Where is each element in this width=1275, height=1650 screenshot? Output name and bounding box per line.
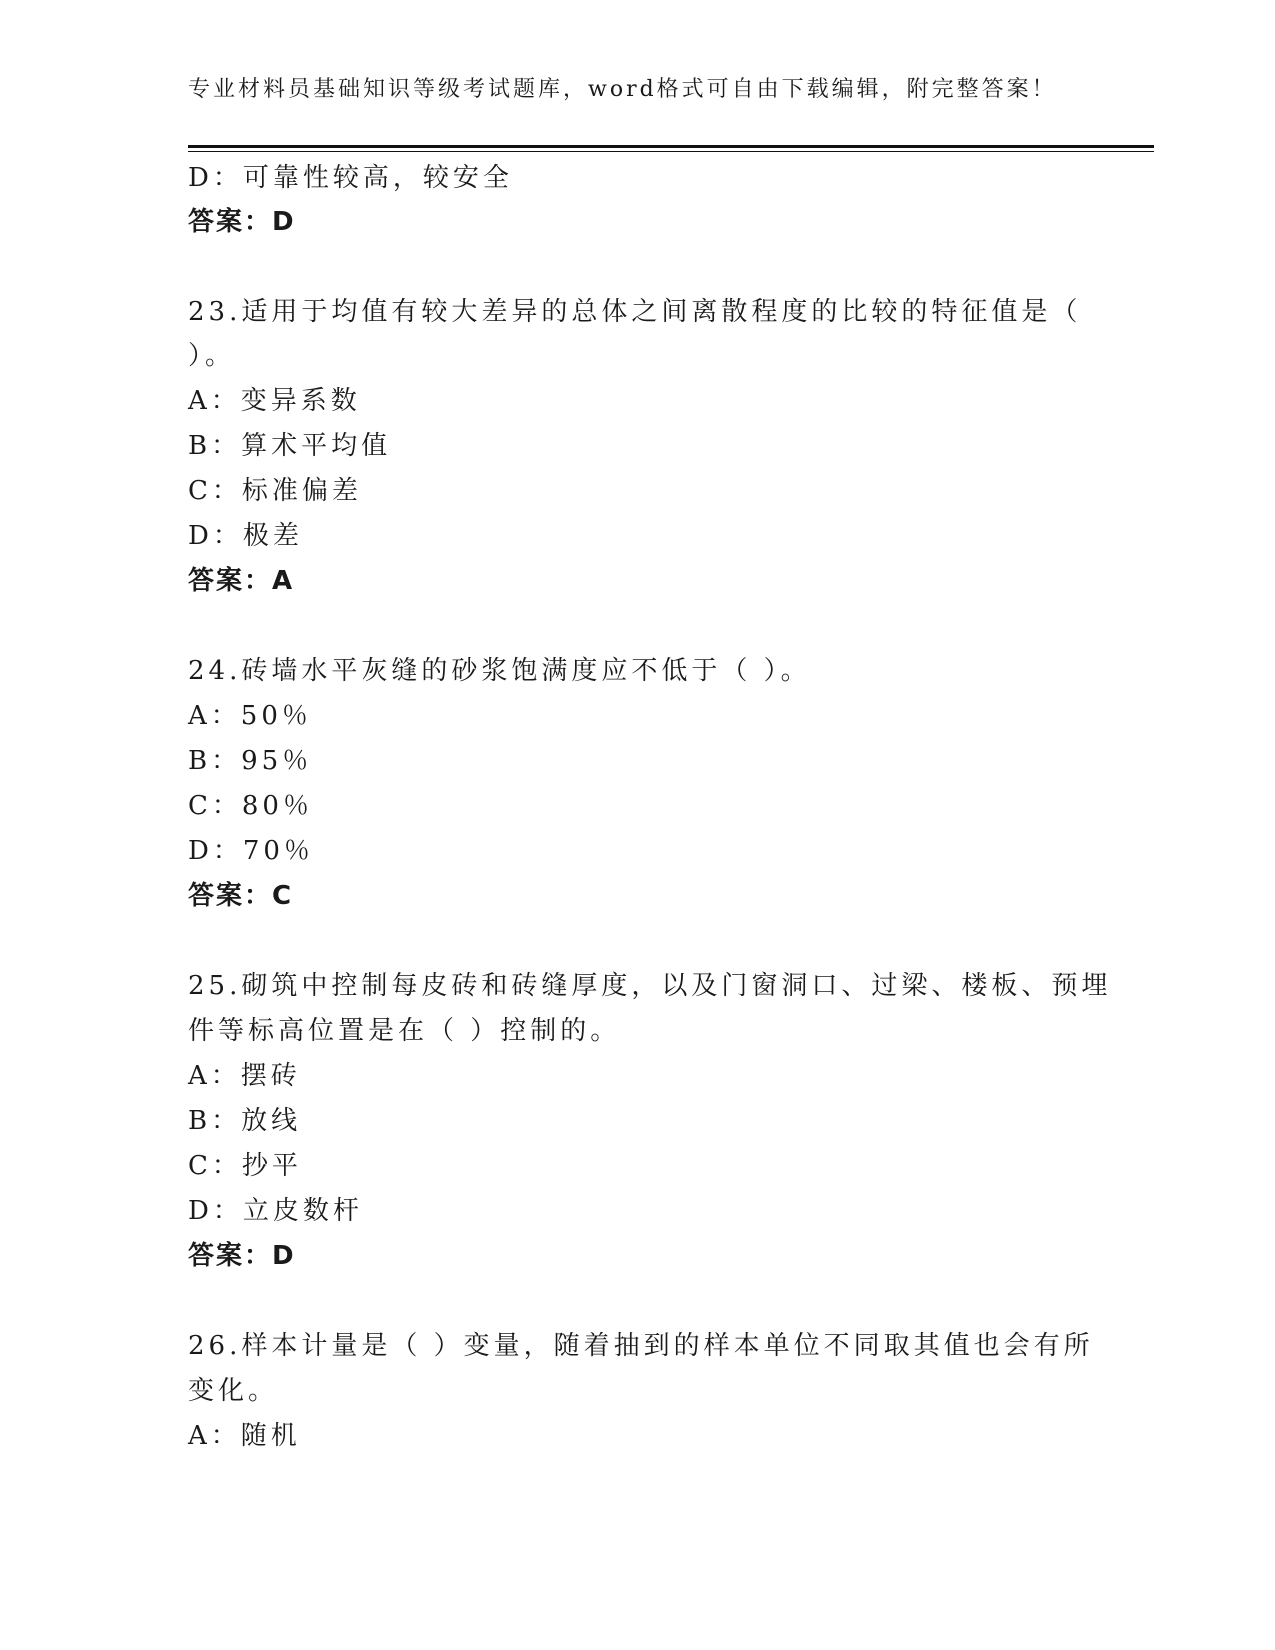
- q23-stem-line2: ）。: [188, 341, 236, 371]
- q26-stem-line2: 变化。: [188, 1376, 279, 1406]
- prev-option-d: D：可靠性较高，较安全: [188, 163, 513, 193]
- q23-option-c: C：标准偏差: [188, 476, 362, 506]
- q24-option-d: D：70％: [188, 836, 314, 866]
- q23-option-d: D：极差: [188, 521, 303, 551]
- q23-stem-line1: 23.适用于均值有较大差异的总体之间离散程度的比较的特征值是（: [188, 297, 1082, 327]
- header-rule: [188, 145, 1154, 148]
- q25-stem-line1: 25.砌筑中控制每皮砖和砖缝厚度，以及门窗洞口、过梁、楼板、预埋: [188, 971, 1112, 1001]
- q26-stem-line1: 26.样本计量是（ ）变量，随着抽到的样本单位不同取其值也会有所: [188, 1331, 1094, 1361]
- q25-option-d: D：立皮数杆: [188, 1196, 363, 1226]
- header-rule-thin: [188, 151, 1154, 152]
- q24-option-b: B：95％: [188, 746, 313, 776]
- q24-option-c: C：80％: [188, 791, 313, 821]
- q23-option-a: A：变异系数: [188, 386, 361, 416]
- q23-option-b: B：算术平均值: [188, 431, 392, 461]
- q24-stem-line1: 24.砖墙水平灰缝的砂浆饱满度应不低于（ ）。: [188, 656, 811, 686]
- q25-answer: 答案：D: [188, 1241, 296, 1271]
- page-header: 专业材料员基础知识等级考试题库，word格式可自由下载编辑，附完整答案！: [188, 77, 1057, 102]
- q25-option-a: A：摆砖: [188, 1061, 301, 1091]
- q25-option-b: B：放线: [188, 1106, 302, 1136]
- q26-option-a: A：随机: [188, 1421, 301, 1451]
- q25-option-c: C：抄平: [188, 1151, 302, 1181]
- q24-answer: 答案：C: [188, 881, 294, 911]
- prev-answer: 答案：D: [188, 207, 296, 237]
- q25-stem-line2: 件等标高位置是在（ ）控制的。: [188, 1016, 621, 1046]
- q24-option-a: A：50％: [188, 701, 312, 731]
- q23-answer: 答案：A: [188, 566, 295, 596]
